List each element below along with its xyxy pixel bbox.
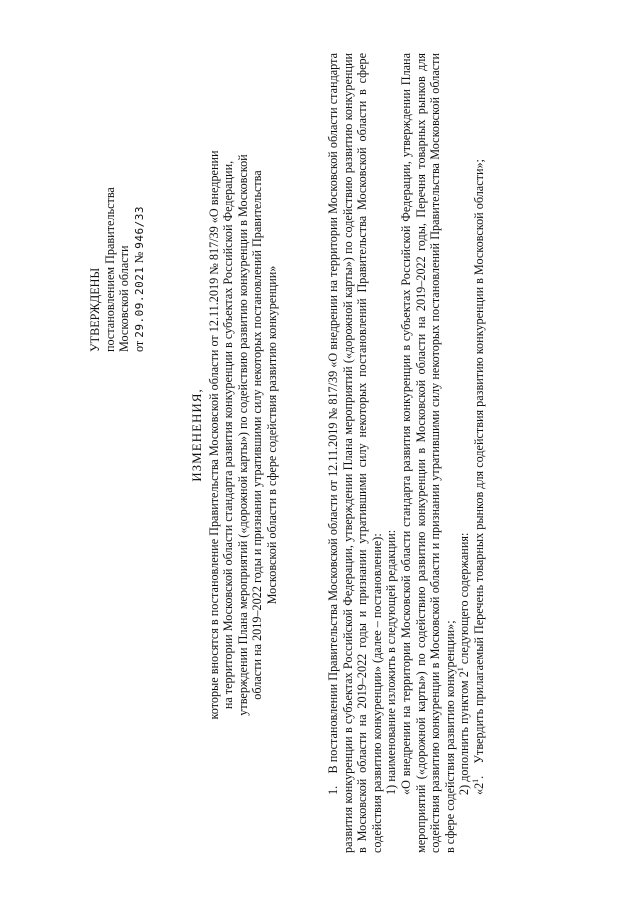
paragraph-5-text-a: «2	[471, 782, 486, 795]
approval-stamp	[88, 32, 147, 352]
approval-date-prefix: от	[131, 340, 146, 352]
approval-number-sign: №	[131, 251, 146, 264]
approval-line-1: постановлением Правительства	[102, 187, 117, 352]
title-line-2: на территории Московской области стандарта развития конкуренции в субъектах Российской Федерации,	[221, 160, 236, 710]
title-heading: ИЗМЕНЕНИЯ,	[189, 388, 204, 482]
approval-number: 946/33	[132, 205, 146, 249]
title-line-5: Московской области в сфере содействия развитию конкуренции»	[264, 265, 279, 605]
paragraph-5	[472, 53, 487, 853]
document-title	[190, 85, 280, 785]
paragraph-5-text-b: . Утвердить прилагаемый Перечень товарных рынков для содействия развитию конкуренции в Московской области»;	[471, 159, 486, 779]
approval-date: 29.09.2021	[132, 266, 146, 338]
title-line-1: которые вносятся в постановление Правительства Московской области от 12.11.2019 № 817/39 «О внедрении	[206, 150, 221, 720]
paragraph-5-sup: 1	[470, 778, 480, 783]
paragraph-4-text-a: 2) дополнить пунктом 2	[457, 671, 472, 795]
approval-date-line	[132, 32, 148, 352]
approval-line-2: Московской области	[117, 245, 132, 352]
paragraph-2: 1) наименование изложить в следующей редакции:	[384, 529, 399, 795]
paragraph-4	[457, 53, 472, 853]
title-line-3: утверждении Плана мероприятий («дорожной карты») по содействию развитию конкуренции в Московской	[235, 154, 250, 716]
paragraph-4-sup: 1	[456, 667, 466, 672]
paragraph-4-text-b: следующего содержания:	[457, 532, 472, 668]
approval-heading: УТВЕРЖДЕНЫ	[88, 267, 102, 352]
title-line-4: области на 2019–2022 годы и признании утратившими силу некоторых постановлений Правительства	[250, 170, 265, 700]
paragraph-3: «О внедрении на территории Московской области стандарта развития конкуренции в субъектах Российской Федерации, утверждении Плана мероприятий («дорожной карты») по содействию развитию конкуренции в Московской области на 2019–2022 годы, Перечня товарных рынков для содействия развитию конкуренции в Московской области и признании утратившими силу некоторых постановлений Правительства Московской области в сфере содействия развитию конкуренции»;	[398, 53, 457, 853]
paragraph-1: 1. В постановлении Правительства Московской области от 12.11.2019 № 817/39 «О внедрении на территории Московской области стандарта развития конкуренции в субъектах Российской Федерации, утверждении Плана мероприятий («дорожной карты») по содействию развитию конкуренции в Московской области на 2019–2022 годы и признании утратившими силу некоторых постановлений Правительства Московской области в сфере содействия развитию конкуренции» (далее – постановление):	[326, 53, 384, 853]
document-body	[326, 53, 487, 853]
